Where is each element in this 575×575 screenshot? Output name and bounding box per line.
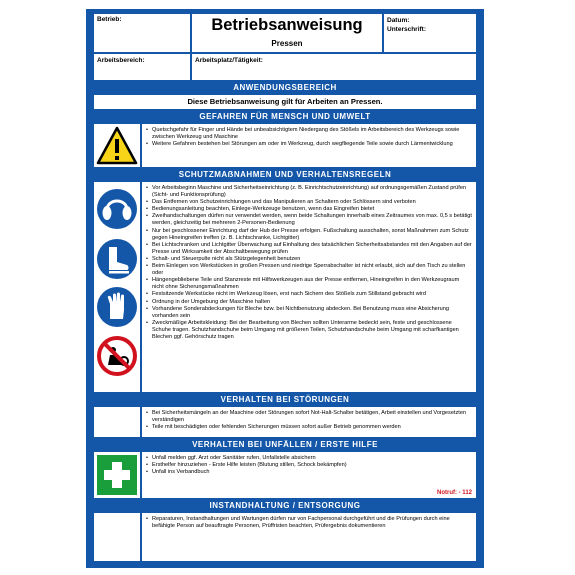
anwendung-box xyxy=(94,95,476,109)
list-item: • Quetschgefahr für Finger und Hände bei unbeabsichtigtem Niedergang des Stößels im Arbeitsbereich des Werkzeugs sowie zwischen Werkzeug und Maschine xyxy=(146,127,472,141)
list-item: • Bei Lichtschranken und Lichtgitter Überwachung auf Einhaltung des tatsächlichen Sicherheitsabstandes mit den Angaben auf der Presse und Wirksamkeit der Abschaltbewegung prüfen xyxy=(146,242,472,256)
hearing-protection-icon xyxy=(96,188,138,230)
unfaelle-list xyxy=(146,455,472,476)
list-item: • Ersthelfer hinzuziehen - Erste Hilfe leisten (Blutung stillen, Schock bekämpfen) xyxy=(146,462,472,469)
datum-label: Datum: xyxy=(387,17,410,24)
protective-gloves-icon xyxy=(96,286,138,328)
page-subtitle: Pressen xyxy=(271,39,303,48)
title-box xyxy=(192,14,382,52)
anwendung-heading: ANWENDUNGSBEREICH xyxy=(94,82,476,94)
betrieb-box xyxy=(94,14,190,52)
list-item: • Nur bei geschlossener Einrichtung darf der Hub der Presse erfolgen. Fußschaltung ausschalten, sonst Maßnahmen zum Schutz gegen Hineingreifen treffen (z. B. Lichtschranke, Lichtgitter) xyxy=(146,228,472,242)
no-loose-clothing-icon xyxy=(96,335,138,377)
stoerungen-heading: VERHALTEN BEI STÖRUNGEN xyxy=(94,394,476,406)
gefahren-text-box xyxy=(142,124,476,167)
gefahren-list xyxy=(146,127,472,148)
list-item: • Unfall melden ggf. Arzt oder Sanitäter rufen, Unfallstelle absichern xyxy=(146,455,472,462)
schutz-heading: SCHUTZMAẞNAHMEN UND VERHALTENSREGELN xyxy=(94,169,476,181)
betrieb-label: Betrieb: xyxy=(97,16,122,23)
list-item: • Hängengebliebene Teile und Stanzreste mit Hilfswerkzeugen aus der Presse entfernen, Hineingreifen in den Werkzeugraum nicht ohne Sicherungsmaßnahmen xyxy=(146,277,472,291)
unfaelle-icon-box xyxy=(94,452,140,498)
arbeitsbereich-label: Arbeitsbereich: xyxy=(97,57,145,64)
notruf-label: Notruf: - 112 xyxy=(436,490,472,496)
list-item: • Vor Arbeitsbeginn Maschine und Sicherheitseinrichtung (z. B. Einrichtschutzeinrichtung) auf ordnungsgemäßen Zustand prüfen (Sicht- und Funktionsprüfung) xyxy=(146,185,472,199)
page-title: Betriebsanweisung xyxy=(211,16,363,34)
list-item: • Festsitzende Werkstücke nicht im Werkzeug lösen, erst nach Sichern des Stößels zum Stillstand gebracht wird xyxy=(146,291,472,298)
warning-triangle-icon xyxy=(96,125,138,167)
schutz-list xyxy=(146,185,472,341)
list-item: • Weitere Gefahren bestehen bei Störungen am oder im Werkzeug, durch wegfliegende Teile sowie durch Lärmentwicklung xyxy=(146,141,472,148)
list-item: • Beim Einlegen von Werkstücken in großen Pressen und niedrige Sperrabschalter ist nicht erlaubt, sich auf den Tisch zu stellen oder xyxy=(146,263,472,277)
list-item: • Ordnung in der Umgebung der Maschine halten xyxy=(146,299,472,306)
list-item: • Zweckmäßige Arbeitskleidung: Bei der Bearbeitung von Blechen sollten Unterarme bedeckt sein, feste und geschlossene Schuhe tragen. Schutzhandschuhe beim Umgang mit größeren Teilen, Schutzhandschuhe beim Umgang mit scharfkantigen Blechen ggf. Gehörschutz tragen xyxy=(146,320,472,341)
list-item: • Bedienungsanleitung beachten, Einlege-Werkzeuge benutzen, wenn das Eingreifen bietet xyxy=(146,206,472,213)
unfaelle-heading: VERHALTEN BEI UNFÄLLEN / ERSTE HILFE xyxy=(94,439,476,451)
unterschrift-label: Unterschrift: xyxy=(387,26,427,33)
schutz-text-box xyxy=(142,182,476,392)
list-item: • Schalt- und Steuerpulte nicht als Stützgelegenheit benutzen xyxy=(146,256,472,263)
gefahren-icon-box xyxy=(94,124,140,167)
list-item: • Vorhandene Sonderabdeckungen für Bleche bzw. bei Nichtbenutzung abdecken. Bei Benutzung muss eine Absicherung vorhanden sein xyxy=(146,306,472,320)
instandhaltung-heading: INSTANDHALTUNG / ENTSORGUNG xyxy=(94,500,476,512)
list-item: • Teile mit beschädigten oder fehlenden Sicherungen müssen sofort außer Betrieb genommen werden xyxy=(146,424,472,431)
list-item: • Zweihandschaltungen dürfen nur verwendet werden, wenn beide Schaltungen innerhalb eines Zeitraumes von max. 0,5 s betätigt werden, gleichzeitig bei mehreren 2-Personen-Bedienung xyxy=(146,213,472,227)
first-aid-cross-icon xyxy=(96,454,138,496)
datum-box xyxy=(384,14,476,52)
schutz-icon-box xyxy=(94,182,140,392)
list-item: • Reparaturen, Instandhaltungen und Wartungen dürfen nur von Fachpersonal durchgeführt und die Prüfungen durch eine befähigte Person auf beauftragte Personen, Prüffristen beachten, Prüfergebnis dokumentieren xyxy=(146,516,472,530)
safety-boots-icon xyxy=(96,238,138,280)
gefahren-heading: GEFAHREN FÜR MENSCH UND UMWELT xyxy=(94,111,476,123)
arbeitsbereich-box xyxy=(94,54,190,80)
stoerungen-icon-box xyxy=(94,407,140,437)
instandhaltung-list xyxy=(146,516,472,530)
stoerungen-text-box xyxy=(142,407,476,437)
instandhaltung-icon-box xyxy=(94,513,140,561)
list-item: • Bei Sicherheitsmängeln an der Maschine oder Störungen sofort Not-Halt-Schalter betätigen, Arbeit einstellen und Vorgesetzten verständigen xyxy=(146,410,472,424)
anwendung-text: Diese Betriebsanweisung gilt für Arbeiten an Pressen. xyxy=(187,97,383,106)
list-item: • Das Entfernen von Schutzeinrichtungen und das Manipulieren an Schaltern oder Schlössern sind verboten xyxy=(146,199,472,206)
instandhaltung-text-box xyxy=(142,513,476,561)
arbeitsplatz-box xyxy=(192,54,476,80)
unfaelle-text-box xyxy=(142,452,476,498)
arbeitsplatz-label: Arbeitsplatz/Tätigkeit: xyxy=(195,57,263,64)
list-item: • Unfall ins Verbandbuch xyxy=(146,469,472,476)
stoerungen-list xyxy=(146,410,472,431)
